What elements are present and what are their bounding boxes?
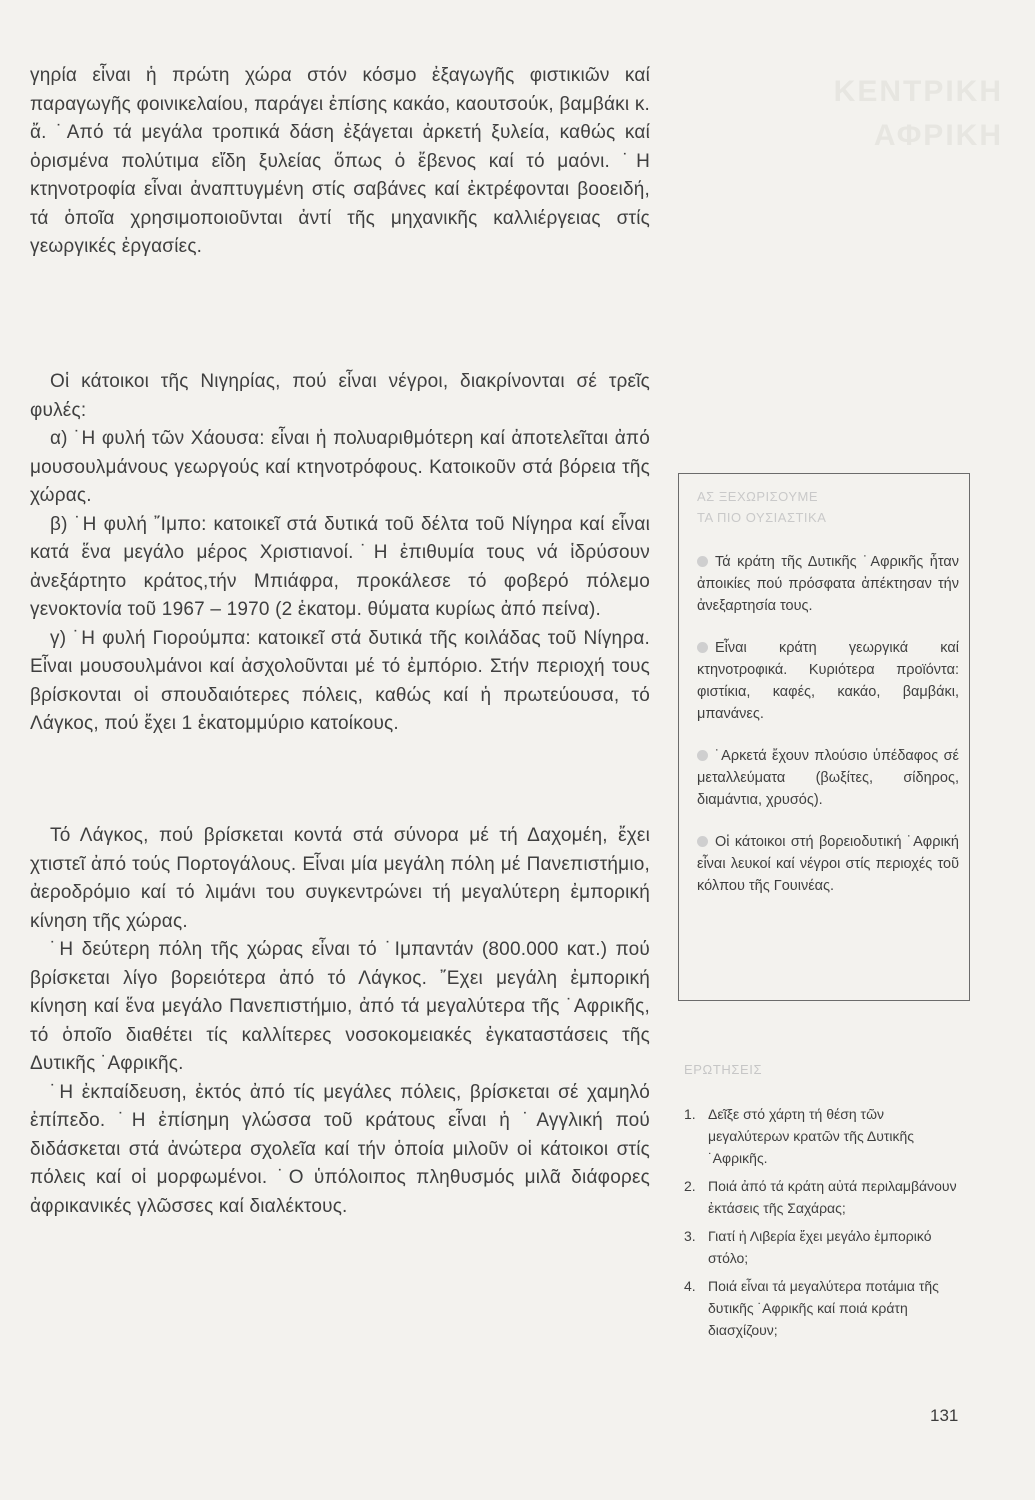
summary-item: Τά κράτη τῆς Δυτικῆς ˙Αφρικῆς ἦταν ἀποικίες πού πρόσφατα ἀπέκτησαν τήν ἀνεξαρτησία τους. [697, 554, 959, 614]
section-cities [30, 822, 650, 1221]
paragraph: β) ˙Η φυλή ῎Ιμπο: κατοικεῖ στά δυτικά τοῦ δέλτα τοῦ Νίγηρα καί εἶναι κατά ἕνα μεγάλο μέρος Χριστιανοί.˙Η ἐπιθυμία τους νά ἱδρύσουν ἀνεξάρτητο κράτος,τήν Μπιάφρα, προκάλεσε τό φοβερό πόλεμο γενοκτονία τοῦ 1967 – 1970 (2 ἑκατομ. θύματα κυρίως ἀπό πείνα). [30, 513, 650, 620]
question-item: 3. Γιατί ἡ Λιβερία ἔχει μεγάλο ἐμπορικό στόλο; [684, 1228, 932, 1266]
question-item: 1. Δεῖξε στό χάρτη τή θέση τῶν μεγαλύτερων κρατῶν τῆς Δυτικῆς ˙Αφρικῆς. [684, 1106, 915, 1166]
bullet-icon [697, 556, 708, 567]
show-through-heading: ΚΕΝΤΡΙΚΗ ΑΦΡΙΚΗ [833, 75, 1003, 152]
summary-box [678, 473, 970, 1001]
question-item: 2. Ποιά ἀπό τά κράτη αὐτά περιλαμβάνουν ἐκτάσεις τῆς Σαχάρας; [684, 1178, 957, 1216]
questions-heading: ΕΡΩΤΗΣΕΙΣ [684, 1062, 763, 1077]
bullet-icon [697, 642, 708, 653]
summary-item: Εἶναι κράτη γεωργικά καί κτηνοτροφικά. Κυριότερα προϊόντα: φιστίκια, καφές, κακάο, βαμβάκι, μπανάνες. [697, 640, 959, 722]
bullet-icon [697, 750, 708, 761]
paragraph-products [30, 62, 650, 262]
questions-list [684, 1103, 959, 1347]
section-tribes [30, 368, 650, 739]
paragraph: α) ˙Η φυλή τῶν Χάουσα: εἶναι ἡ πολυαριθμότερη καί ἀποτελεῖται ἀπό μουσουλμάνους γεωργούς καί κτηνοτρόφους. Κατοικοῦν στά βόρεια τῆς χώρας. [30, 428, 650, 506]
summary-list [697, 551, 959, 917]
paragraph: Οἱ κάτοικοι τῆς Νιγηρίας, πού εἶναι νέγροι, διακρίνονται σέ τρεῖς φυλές: [30, 371, 650, 421]
question-item: 4. Ποιά εἶναι τά μεγαλύτερα ποτάμια τῆς δυτικῆς ˙Αφρικῆς καί ποιά κράτη διασχίζουν; [684, 1278, 939, 1338]
summary-item: Οἱ κάτοικοι στή βορειοδυτική ˙Αφρική εἶναι λευκοί καί νέγροι στίς περιοχές τοῦ κόλπου τῆς Γουινέας. [697, 834, 959, 894]
paragraph: γ) ˙Η φυλή Γιορούμπα: κατοικεῖ στά δυτικά τῆς κοιλάδας τοῦ Νίγηρα. Εἶναι μουσουλμάνοι καί ἀσχολοῦνται μέ τό ἐμπόριο. Στήν περιοχή τους βρίσκονται οἱ σπουδαιότερες πόλεις, καθώς καί ἡ πρωτεύουσα, τό Λάγκος, πού ἔχει 1 ἑκατομμύριο κατοίκους. [30, 627, 650, 734]
bullet-icon [697, 836, 708, 847]
paragraph: ˙Η δεύτερη πόλη τῆς χώρας εἶναι τό ˙Ιμπαντάν (800.000 κατ.) πού βρίσκεται λίγο βορειότερα ἀπό τό Λάγκος. ῎Εχει μεγάλη ἐμπορική κίνηση καί ἕνα μεγάλο Πανεπιστήμιο, ἀπό τά μεγαλύτερα τῆς ˙Αφρικῆς, τό ὁποῖο διαθέτει τίς καλλίτερες νοσοκομειακές ἐγκαταστάσεις τῆς Δυτικῆς ˙Αφρικῆς. [30, 939, 650, 1074]
paragraph: γηρία εἶναι ἡ πρώτη χώρα στόν κόσμο ἐξαγωγῆς φιστικιῶν καί παραγωγῆς φοινικελαίου, παράγει ἐπίσης κακάο, καουτσούκ, βαμβάκι κ. ἄ. ˙Από τά μεγάλα τροπικά δάση ἐξάγεται ἀρκετή ξυλεία, καθώς καί ὁρισμένα πολύτιμα εἴδη ξυλείας ὅπως ὁ ἔβενος καί τό μαόνι. ˙Η κτηνοτροφία εἶναι ἀναπτυγμένη στίς σαβάνες καί ἐκτρέφονται βοοειδή, τά ὁποῖα χρησιμοποιοῦνται ἀντί τῆς μηχανικῆς καλλιέργειας στίς γεωργικές ἐργασίες. [30, 65, 650, 257]
paragraph: ˙Η ἐκπαίδευση, ἐκτός ἀπό τίς μεγάλες πόλεις, βρίσκεται σέ χαμηλό ἐπίπεδο. ˙Η ἐπίσημη γλώσσα τοῦ κράτους εἶναι ἡ ˙Αγγλική πού διδάσκεται στά ἀνώτερα σχολεῖα καί τήν ὁποία μιλοῦν οἱ κάτοικοι στίς πόλεις καί οἱ μορφωμένοι. ˙Ο ὑπόλοιπος πληθυσμός μιλᾶ διάφορες ἀφρικανικές γλῶσσες καί διαλέκτους. [30, 1081, 650, 1217]
page-number: 131 [930, 1406, 959, 1425]
paragraph: Τό Λάγκος, πού βρίσκεται κοντά στά σύνορα μέ τή Δαχομέη, ἔχει χτιστεῖ ἀπό τούς Πορτογάλους. Εἶναι μία μεγάλη πόλη μέ Πανεπιστήμιο, ἀεροδρόμιο καί τό λιμάνι του συγκεντρώνει τή μεγαλύτερη ἐμπορική κίνηση τῆς χώρας. [30, 825, 650, 932]
summary-title: ΑΣ ΞΕΧΩΡΙΣΟΥΜΕ ΤΑ ΠΙΟ ΟΥΣΙΑΣΤΙΚΑ [697, 489, 827, 525]
summary-item: ˙Αρκετά ἔχουν πλούσιο ὑπέδαφος σέ μεταλλεύματα (βωξίτες, σίδηρος, διαμάντια, χρυσός). [697, 748, 959, 808]
